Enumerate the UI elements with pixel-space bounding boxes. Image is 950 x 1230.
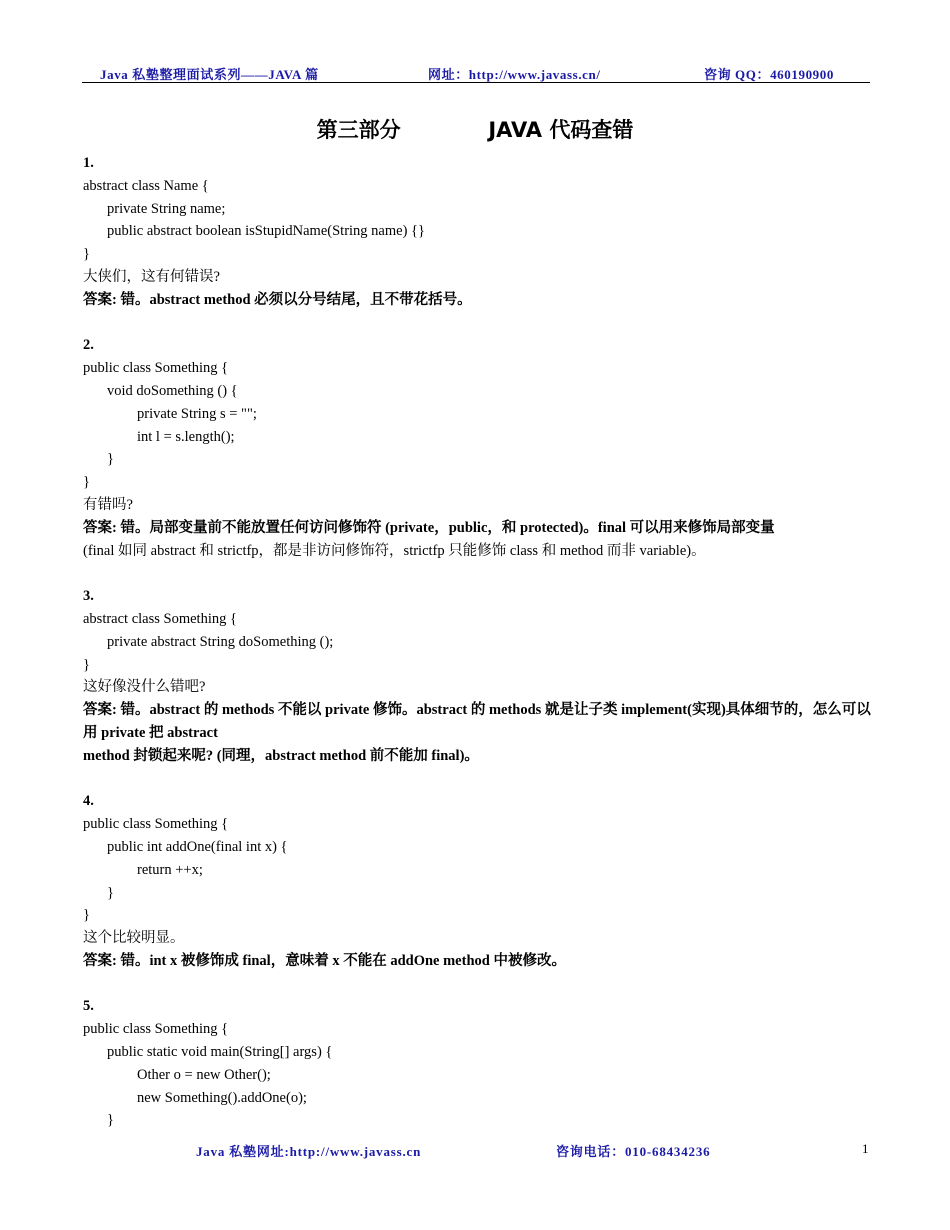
question-number: 2. xyxy=(83,337,94,354)
document-body xyxy=(83,152,873,1132)
answer-text: 答案: 错。局部变量前不能放置任何访问修饰符 (private，public，和 protected)。final 可以用来修饰局部变量 xyxy=(83,519,775,536)
code-line: public abstract boolean isStupidName(String name) {} xyxy=(107,223,425,240)
code-line: } xyxy=(107,1112,114,1129)
code-line: public class Something { xyxy=(83,816,229,833)
question-text: 大侠们，这有何错误? xyxy=(83,268,220,285)
question-number: 4. xyxy=(83,793,94,810)
code-line: private abstract String doSomething (); xyxy=(107,633,334,650)
header-website: 网址：http://www.javass.cn/ xyxy=(428,67,601,82)
answer-text: 答案: 错。int x 被修饰成 final，意味着 x 不能在 addOne method 中被修改。 xyxy=(83,952,566,969)
header-qq: 咨询 QQ：460190900 xyxy=(704,67,834,82)
page-header xyxy=(82,62,870,83)
code-line: abstract class Something { xyxy=(83,610,237,627)
footer-phone: 咨询电话：010-68434236 xyxy=(556,1144,711,1159)
answer-text: 答案: 错。abstract method 必须以分号结尾，且不带花括号。 xyxy=(83,291,472,308)
code-line: } xyxy=(83,246,90,263)
page-number: 1 xyxy=(862,1141,869,1156)
code-line: } xyxy=(107,884,114,901)
question-number: 1. xyxy=(83,155,94,171)
question-text: 有错吗? xyxy=(83,496,133,513)
code-line: void doSomething () { xyxy=(107,382,238,399)
code-line: public static void main(String[] args) { xyxy=(107,1044,333,1061)
question-number: 3. xyxy=(83,588,94,605)
code-line: Other o = new Other(); xyxy=(137,1066,271,1083)
code-line: public class Something { xyxy=(83,360,229,377)
code-line: } xyxy=(107,451,114,468)
code-line: } xyxy=(83,474,90,491)
question-text: 这个比较明显。 xyxy=(83,930,185,947)
code-line: public int addOne(final int x) { xyxy=(107,838,288,855)
answer-continuation: (final 如同 abstract 和 strictfp，都是非访问修饰符，strictfp 只能修饰 class 和 method 而非 variable)。 xyxy=(83,542,706,559)
section-title: 第三部分 JAVA 代码查错 xyxy=(316,118,634,142)
code-line: } xyxy=(83,907,90,924)
question-text: 这好像没什么错吧? xyxy=(83,679,206,696)
header-title: Java 私塾整理面试系列——JAVA 篇 xyxy=(100,67,319,82)
code-line: private String s = ""; xyxy=(137,405,257,422)
code-line: return ++x; xyxy=(137,861,203,878)
footer-website: Java 私塾网址:http://www.javass.cn xyxy=(196,1144,422,1159)
answer-continuation: method 封锁起来呢? (同理，abstract method 前不能加 final)。 xyxy=(83,747,479,764)
code-line: new Something().addOne(o); xyxy=(137,1089,307,1106)
answer-text: 答案: 错。abstract 的 methods 不能以 private 修饰。abstract 的 methods 就是让子类 implement(实现)具体细节的，怎么可以用 private 把 abstract xyxy=(83,702,871,741)
code-line: int l = s.length(); xyxy=(137,428,235,445)
code-line: abstract class Name { xyxy=(83,177,209,194)
code-line: } xyxy=(83,656,90,673)
question-number: 5. xyxy=(83,998,94,1015)
page-footer xyxy=(0,1141,950,1159)
code-line: private String name; xyxy=(107,200,226,217)
code-line: public class Something { xyxy=(83,1021,229,1038)
